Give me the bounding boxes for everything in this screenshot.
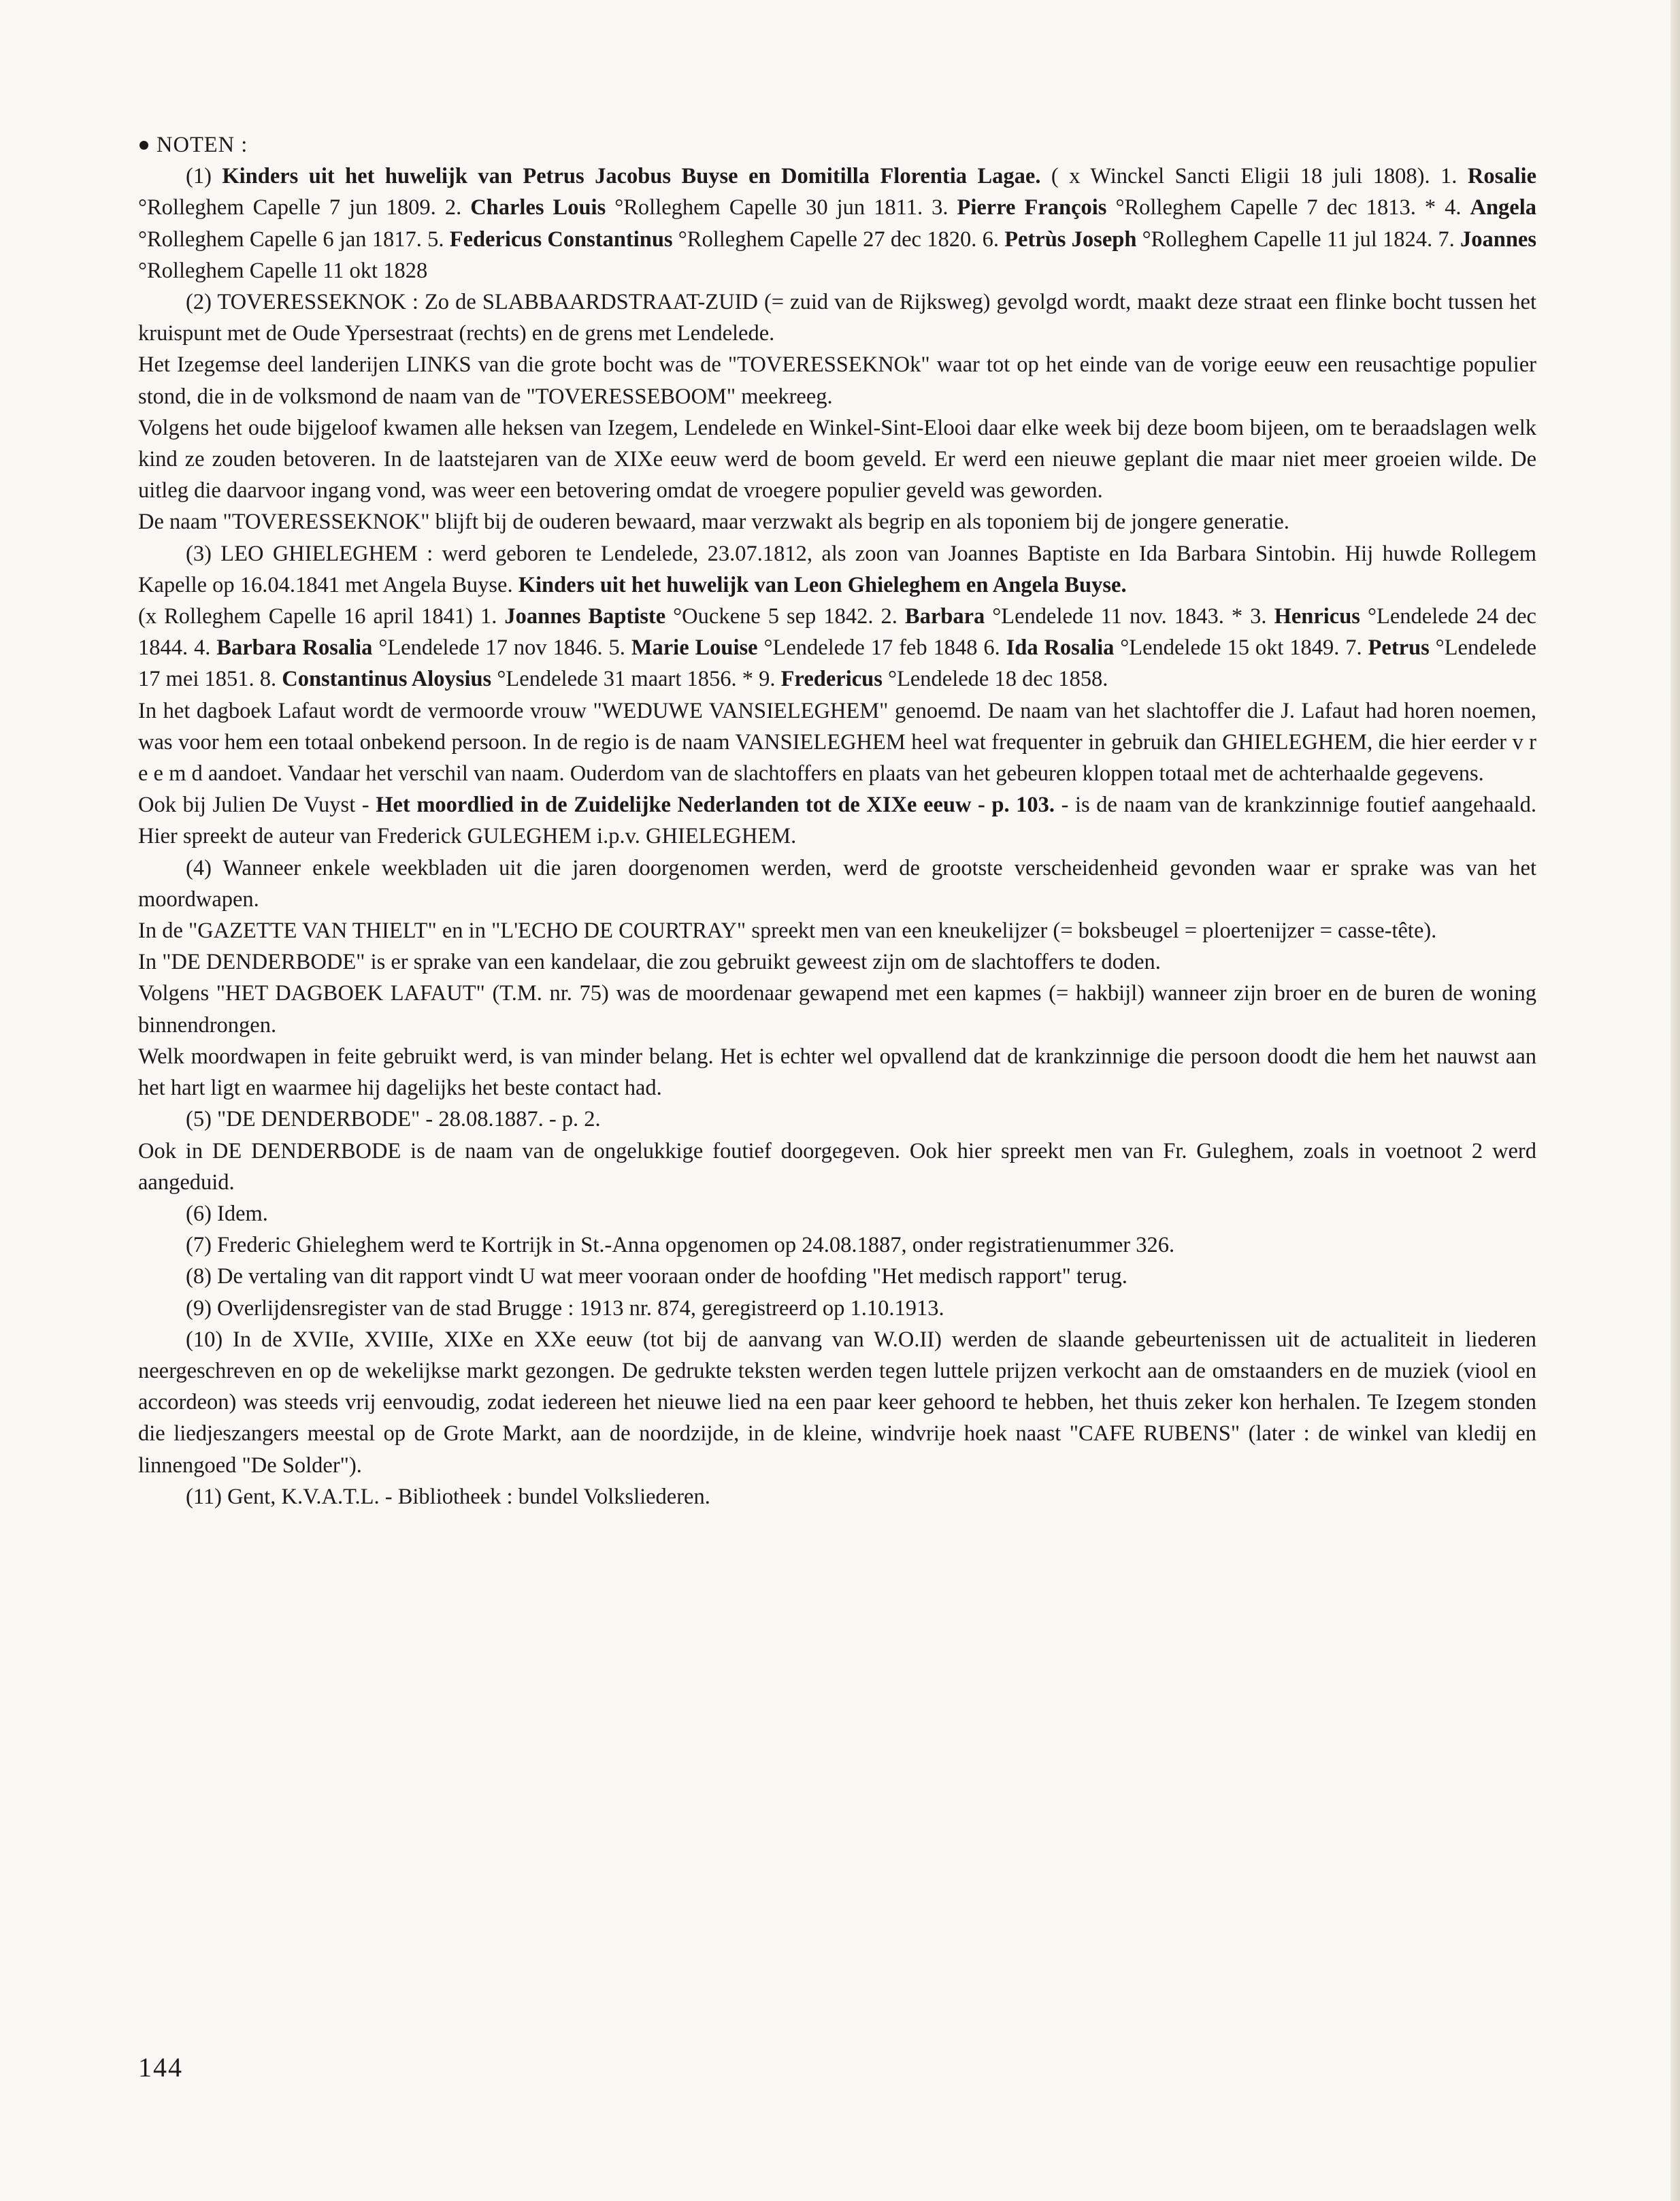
note-5: (5) "DE DENDERBODE" - 28.08.1887. - p. 2. bbox=[186, 1107, 601, 1132]
note-5-paragraph: Ook in DE DENDERBODE is de naam van de ongelukkige foutief doorgegeven. Ook hier spreekt men van Fr. Guleghem, zoals in voetnoot 2 werd aangeduid. bbox=[138, 1138, 1536, 1195]
notes-section bbox=[138, 129, 1536, 1512]
note-8: (8) De vertaling van dit rapport vindt U wat meer vooraan onder de hoofding "Het medisch rapport" terug. bbox=[186, 1264, 1127, 1289]
note-11: (11) Gent, K.V.A.T.L. - Bibliotheek : bundel Volksliederen. bbox=[186, 1484, 710, 1509]
page-number: 144 bbox=[138, 2052, 183, 2083]
note-4-paragraph: In "DE DENDERBODE" is er sprake van een kandelaar, die zou gebruikt geweest zijn om de slachtoffers te doden. bbox=[138, 950, 1161, 975]
page-edge bbox=[1670, 0, 1680, 2201]
note-6: (6) Idem. bbox=[186, 1201, 268, 1226]
note-7: (7) Frederic Ghieleghem werd te Kortrijk in St.-Anna opgenomen op 24.08.1887, onder registratienummer 326. bbox=[186, 1233, 1175, 1258]
bullet-icon bbox=[139, 141, 148, 150]
notes-heading bbox=[138, 129, 1536, 161]
note-3-children: (x Rolleghem Capelle 16 april 1841) 1. Joannes Baptiste °Ouckene 5 sep 1842. 2. Barbara °Lendelede 11 nov. 1843. * 3. Henricus °Lendelede 24 dec 1844. 4. Barbara Rosalia °Lendelede 17 nov 1846. 5. Marie Louise °Lendelede 17 feb 1848 6. Ida Rosalia °Lendelede 15 okt 1849. 7. Petrus °Lendelede 17 mei 1851. 8. Constantinus Aloysius °Lendelede 31 maart 1856. * 9. Fredericus °Lendelede 18 dec 1858. bbox=[138, 604, 1537, 692]
note-2-paragraph: Het Izegemse deel landerijen LINKS van die grote bocht was de "TOVERESSEKNOk" waar tot op het einde van de vorige eeuw een reusachtige populier stond, die in de volksmond de naam van de "TOVERESSEBOOM" meekreeg. bbox=[138, 352, 1536, 409]
notes-heading-text: NOTEN : bbox=[157, 133, 248, 157]
note-10: (10) In de XVIIe, XVIIIe, XIXe en XXe eeuw (tot bij de aanvang van W.O.II) werden de slaande gebeurtenissen uit de actualiteit in liederen neergeschreven en op de wekelijkse markt gezongen. De gedrukte teksten werden tegen luttele prijzen verkocht aan de omstaanders en de muziek (viool en accordeon) was steeds vrij eenvoudig, zodat iedereen het nieuwe lied na een paar keer gehoord te hebben, het thuis zeker kon herhalen. Te Izegem stonden die liedjeszangers meestal op de Grote Markt, aan de noordzijde, in de kleine, windvrije hoek naast "CAFE RUBENS" (later : de winkel van kledij en linnengoed "De Solder"). bbox=[138, 1327, 1536, 1478]
note-4-paragraph: Volgens "HET DAGBOEK LAFAUT" (T.M. nr. 75) was de moordenaar gewapend met een kapmes (= hakbijl) wanneer zijn broer en de buren de woning binnendrongen. bbox=[138, 981, 1536, 1038]
note-1: (1) Kinders uit het huwelijk van Petrus Jacobus Buyse en Domitilla Florentia Lagae. ( x Winckel Sancti Eligii 18 juli 1808). 1. Rosalie °Rolleghem Capelle 7 jun 1809. 2. Charles Louis °Rolleghem Capelle 30 jun 1811. 3. Pierre François °Rolleghem Capelle 7 dec 1813. * 4. Angela °Rolleghem Capelle 6 jan 1817. 5. Federicus Constantinus °Rolleghem Capelle 27 dec 1820. 6. Petrùs Joseph °Rolleghem Capelle 11 jul 1824. 7. Joannes °Rolleghem Capelle 11 okt 1828 bbox=[138, 164, 1536, 283]
note-3-paragraph: In het dagboek Lafaut wordt de vermoorde vrouw "WEDUWE VANSIELEGHEM" genoemd. De naam van het slachtoffer die J. Lafaut had horen noemen, was voor hem een totaal onbekend persoon. In de regio is de naam VANSIELEGHEM heel wat frequenter in gebruik dan GHIELEGHEM, die hier eerder v r e e m d aandoet. Vandaar het verschil van naam. Ouderdom van de slachtoffers en plaats van het gebeuren kloppen totaal met de achterhaalde gegevens. bbox=[138, 698, 1536, 787]
note-4: (4) Wanneer enkele weekbladen uit die jaren doorgenomen werden, werd de grootste verscheidenheid gevonden waar er sprake was van het moordwapen. bbox=[138, 855, 1536, 912]
note-3-paragraph: Ook bij Julien De Vuyst - Het moordlied in de Zuidelijke Nederlanden tot de XIXe eeuw - p. 103. - is de naam van de krankzinnige foutief aangehaald. Hier spreekt de auteur van Frederick GULEGHEM i.p.v. GHIELEGHEM. bbox=[138, 793, 1536, 849]
note-4-paragraph: In de "GAZETTE VAN THIELT" en in "L'ECHO DE COURTRAY" spreekt men van een kneukelijzer (= boksbeugel = ploertenijzer = casse-tête). bbox=[138, 919, 1437, 944]
note-2-paragraph: De naam "TOVERESSEKNOK" blijft bij de ouderen bewaard, maar verzwakt als begrip en als toponiem bij de jongere generatie. bbox=[138, 510, 1289, 535]
note-4-paragraph: Welk moordwapen in feite gebruikt werd, is van minder belang. Het is echter wel opvallend dat de krankzinnige die persoon doodt die hem het nauwst aan het hart ligt en waarmee hij dagelijks het beste contact had. bbox=[138, 1044, 1536, 1101]
note-2: (2) TOVERESSEKNOK : Zo de SLABBAARDSTRAAT-ZUID (= zuid van de Rijksweg) gevolgd wordt, maakt deze straat een flinke bocht tussen het kruispunt met de Oude Ypersestraat (rechts) en de grens met Lendelede. bbox=[138, 290, 1536, 346]
note-2-paragraph: Volgens het oude bijgeloof kwamen alle heksen van Izegem, Lendelede en Winkel-Sint-Elooi daar elke week bij deze boom bijeen, om te beraadslagen welk kind ze zouden betoveren. In de laatstejaren van de XIXe eeuw werd de boom geveld. Er werd een nieuwe geplant die maar niet meer groeien wilde. De uitleg die daarvoor ingang vond, was weer een betovering omdat de vroegere populier geveld was geworden. bbox=[138, 415, 1536, 503]
note-3: (3) LEO GHIELEGHEM : werd geboren te Lendelede, 23.07.1812, als zoon van Joannes Baptiste en Ida Barbara Sintobin. Hij huwde Rollegem Kapelle op 16.04.1841 met Angela Buyse. Kinders uit het huwelijk van Leon Ghieleghem en Angela Buyse. bbox=[138, 541, 1536, 597]
note-9: (9) Overlijdensregister van de stad Brugge : 1913 nr. 874, geregistreerd op 1.10.1913. bbox=[186, 1295, 944, 1321]
